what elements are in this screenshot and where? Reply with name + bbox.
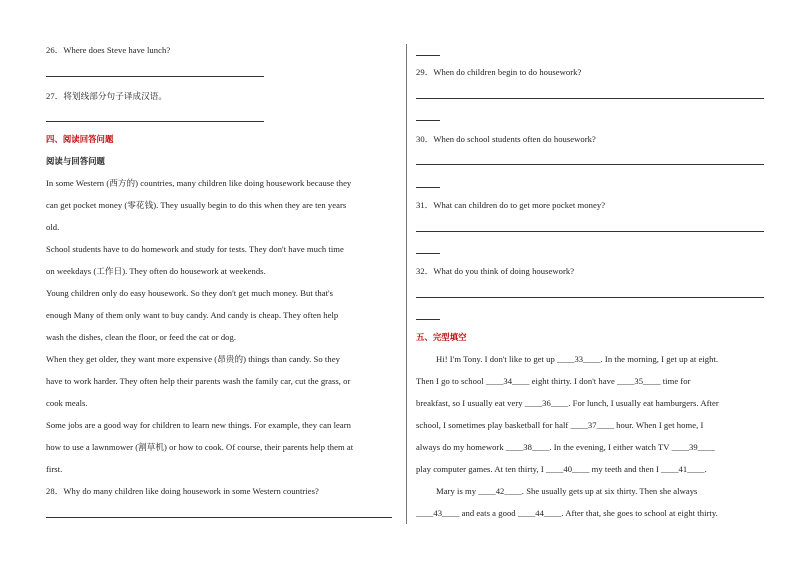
cloze-blank-37[interactable]: ____37____ xyxy=(570,420,614,430)
cloze-line: breakfast, so I usually eat very ____36____. For lunch, I usually eat hamburgers. After xyxy=(416,398,719,408)
cloze-blank-38[interactable]: ____38____ xyxy=(505,442,550,452)
cloze-blank-34[interactable]: ____34____ xyxy=(485,376,530,386)
answer-line-30-continued[interactable] xyxy=(416,187,440,188)
answer-line-31-continued[interactable] xyxy=(416,253,440,254)
passage-line: have to work harder. They often help their parents wash the family car, cut the grass, or xyxy=(46,376,351,386)
answer-line-28[interactable] xyxy=(46,517,392,518)
passage-line: School students have to do homework and study for tests. They don't have much time xyxy=(46,244,344,254)
question-31: 31．What can children do to get more pocket money? xyxy=(416,200,606,210)
question-32: 32．What do you think of doing housework? xyxy=(416,266,575,276)
cloze-blank-44[interactable]: ____44____ xyxy=(517,508,562,518)
section-4-heading: 四、阅读回答问题 xyxy=(46,134,114,144)
passage-line: first. xyxy=(46,464,63,474)
passage-line: In some Western (西方的) countries, many children like doing housework because they xyxy=(46,178,352,188)
section-4-subheading: 阅读与回答问题 xyxy=(46,156,105,166)
passage-line: Young children only do easy housework. So they don't get much money. But that's xyxy=(46,288,334,298)
answer-line-32[interactable] xyxy=(416,297,764,298)
cloze-line: ____43____ and eats a good ____44____. After that, she goes to school at eight thirty. xyxy=(416,508,718,518)
question-28: 28．Why do many children like doing housework in some Western countries? xyxy=(46,486,319,496)
passage-line: When they get older, they want more expensive (昂贵的) things than candy. So they xyxy=(46,354,340,364)
cloze-blank-33[interactable]: ____33____ xyxy=(557,354,601,364)
passage-line: on weekdays (工作日). They often do housework at weekends. xyxy=(46,266,266,276)
cloze-blank-42[interactable]: ____42____ xyxy=(478,486,522,496)
passage-line: Some jobs are a good way for children to learn new things. For example, they can learn xyxy=(46,420,351,430)
column-divider xyxy=(406,44,407,524)
cloze-blank-41[interactable]: ____41____ xyxy=(661,464,705,474)
answer-line-28-continued[interactable] xyxy=(416,55,440,56)
cloze-blank-36[interactable]: ____36____ xyxy=(524,398,569,408)
cloze-blank-43[interactable]: ____43____ xyxy=(416,508,460,518)
answer-line-27[interactable] xyxy=(46,121,264,122)
answer-line-30[interactable] xyxy=(416,164,764,165)
answer-line-26[interactable] xyxy=(46,76,264,77)
answer-line-32-continued[interactable] xyxy=(416,319,440,320)
passage-line: enough Many of them only want to buy candy. And candy is cheap. They often help xyxy=(46,310,339,320)
answer-line-29-continued[interactable] xyxy=(416,120,440,121)
passage-line: can get pocket money (零花钱). They usually begin to do this when they are ten years xyxy=(46,200,347,210)
question-27: 27．将划线部分句子译成汉语。 xyxy=(46,91,168,101)
cloze-line: Hi! I'm Tony. I don't like to get up ____33____. In the morning, I get up at eight. xyxy=(436,354,719,364)
cloze-blank-40[interactable]: ____40____ xyxy=(545,464,590,474)
passage-line: wash the dishes, clean the floor, or feed the cat or dog. xyxy=(46,332,237,342)
cloze-line: play computer games. At ten thirty, I ____40____ my teeth and then I ____41____. xyxy=(416,464,707,474)
question-26: 26．Where does Steve have lunch? xyxy=(46,45,171,55)
cloze-blank-39[interactable]: ____39____ xyxy=(671,442,716,452)
section-5-heading: 五、完型填空 xyxy=(416,332,467,342)
answer-line-29[interactable] xyxy=(416,98,764,99)
cloze-blank-35[interactable]: ____35____ xyxy=(617,376,661,386)
passage-line: old. xyxy=(46,222,60,232)
cloze-line: school, I sometimes play basketball for half ____37____ hour. When I get home, I xyxy=(416,420,704,430)
question-29: 29．When do children begin to do housework? xyxy=(416,67,582,77)
passage-line: how to use a lawnmower (割草机) or how to cook. Of course, their parents help them at xyxy=(46,442,354,452)
answer-line-31[interactable] xyxy=(416,231,764,232)
passage-line: cook meals. xyxy=(46,398,88,408)
cloze-line: Mary is my ____42____. She usually gets up at six thirty. Then she always xyxy=(436,486,698,496)
cloze-line: Then I go to school ____34____ eight thirty. I don't have ____35____ time for xyxy=(416,376,691,386)
cloze-line: always do my homework ____38____. In the evening, I either watch TV ____39____ xyxy=(416,442,716,452)
question-30: 30．When do school students often do housework? xyxy=(416,134,596,144)
